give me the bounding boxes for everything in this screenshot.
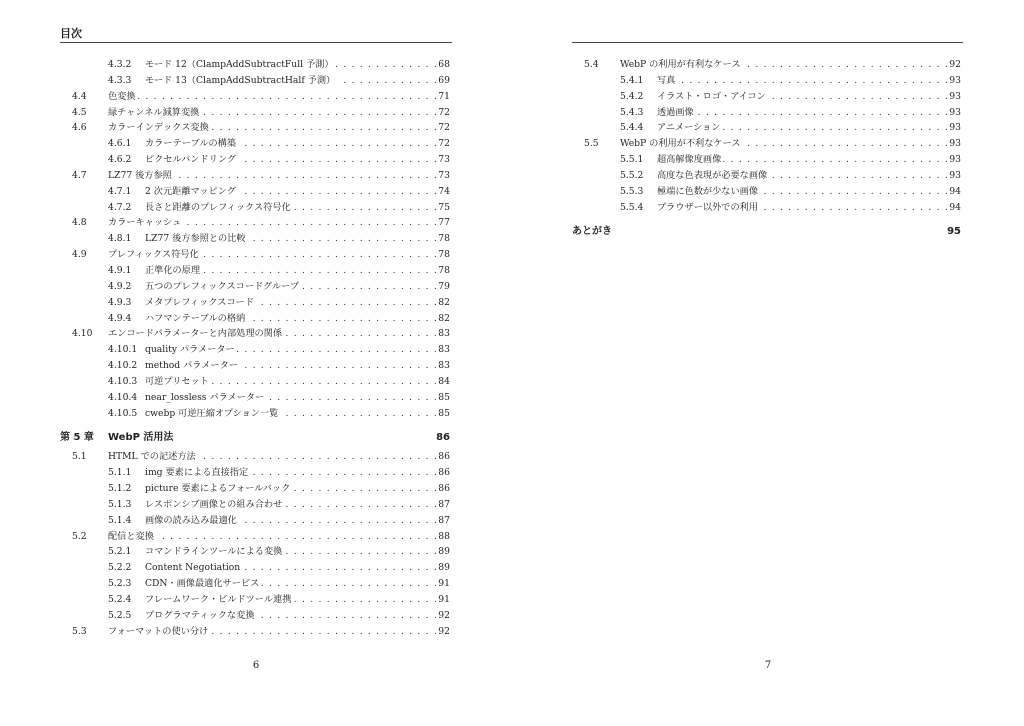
toc-entry-title (145, 390, 438, 406)
toc-entry-title-text: 写真 (657, 74, 676, 86)
toc-entry[interactable] (572, 152, 963, 168)
toc-entry-page: 73 (438, 154, 450, 166)
toc-entry-number: 5.1.1 (108, 467, 132, 479)
toc-entry-title-text: method パラメーター (145, 360, 238, 372)
toc-entry-number: 5.2.2 (108, 562, 132, 574)
toc-entry[interactable] (60, 390, 452, 406)
toc-entry[interactable] (60, 544, 452, 560)
toc-entry-title (145, 57, 438, 73)
toc-entry-title-text: quality パラメーター (145, 344, 235, 356)
toc-entry-title-text: 色変換 (108, 90, 136, 102)
toc-entry-title-text: 可逆プリセット (145, 375, 209, 387)
toc-entry-title (145, 73, 438, 89)
toc-entry-title (145, 544, 438, 560)
toc-entry-number: 4.6.1 (108, 138, 132, 150)
toc-entry-title (145, 592, 438, 608)
toc-entry[interactable] (60, 200, 452, 216)
toc-entry-number: 5.2 (72, 530, 87, 542)
toc-entry-page: 88 (438, 530, 450, 542)
page-header (60, 28, 452, 43)
toc-entry-title-text: レスポンシブ画像との組み合わせ (145, 498, 283, 510)
toc-entry-number: 5.4.2 (620, 90, 644, 102)
toc-entry-page: 84 (438, 375, 450, 387)
toc-entry[interactable] (572, 73, 963, 89)
right-page (512, 0, 1024, 726)
toc-entry-number: 4.6 (72, 122, 87, 134)
toc-entry-title-text: 緑チャンネル減算変換 (108, 106, 200, 118)
toc-entry-title-text: 高度な色表現が必要な画像 (657, 169, 768, 181)
toc-entry-page: 78 (438, 233, 450, 245)
toc-entry[interactable] (60, 358, 452, 374)
toc-entry-number: 5.4 (584, 59, 599, 70)
toc-entry[interactable] (572, 136, 963, 152)
toc-entry-page: 94 (949, 201, 961, 213)
toc-entry-page: 92 (438, 609, 450, 621)
toc-entry-page: 83 (438, 328, 450, 340)
toc-entry-number: 4.10.2 (108, 360, 138, 372)
toc-entry-title-text: 極端に色数が少ない画像 (657, 185, 759, 197)
toc-entry-number: 5.5.4 (620, 201, 644, 213)
page-number: 7 (764, 660, 772, 671)
toc-entry-title (145, 608, 438, 624)
toc-entry-title (657, 200, 949, 216)
toc-entry[interactable] (60, 295, 452, 311)
toc-entry[interactable] (572, 89, 963, 105)
toc-entry-page: 93 (949, 154, 961, 166)
toc-entry-title-text: モード 12（ClampAddSubtractFull 予測） (145, 59, 334, 70)
toc-entry-page: 95 (947, 226, 961, 238)
toc-entry-title-text: エンコードパラメーターと内部処理の関係 (108, 328, 283, 340)
toc-entry-title (108, 120, 438, 136)
toc-entry-title-text: ピクセルバンドリング (145, 154, 237, 166)
toc-entry-number: 5.5.2 (620, 169, 644, 181)
toc-entry[interactable] (60, 374, 452, 390)
toc-entry[interactable] (60, 608, 452, 624)
toc-entry[interactable] (60, 168, 452, 184)
toc-entry[interactable] (60, 73, 452, 89)
toc-entry-title-text: アニメーション (657, 122, 721, 134)
toc-entry-title (657, 184, 949, 200)
toc-entry[interactable] (572, 168, 963, 184)
toc-entry-title (145, 200, 438, 216)
toc-entry-title-text: CDN・画像最適化サービス (145, 578, 260, 590)
toc-entry[interactable] (60, 215, 452, 231)
toc-entry-title (108, 449, 438, 465)
toc-entry-title (145, 560, 438, 576)
toc-entry[interactable] (572, 184, 963, 200)
toc-entry-number: 4.7.1 (108, 185, 132, 197)
toc-entry[interactable] (60, 57, 452, 73)
toc-entry-page: 89 (438, 562, 450, 574)
toc-entry-title-text: カラーキャッシュ (108, 217, 182, 229)
toc-entry[interactable] (60, 465, 452, 481)
toc-entry-title-text: Content Negotiation (145, 562, 241, 574)
toc-entry-number: 4.6.2 (108, 154, 132, 166)
toc-entry-number: 5.1 (72, 451, 87, 463)
toc-entry-page: 69 (438, 74, 450, 86)
toc-entry-title (657, 168, 949, 184)
toc-entry-title (145, 406, 438, 422)
toc-entry-page: 85 (438, 391, 450, 403)
toc-list (60, 57, 452, 640)
toc-entry[interactable] (572, 57, 963, 73)
toc-entry-title (108, 326, 438, 342)
toc-entry-number: 4.8 (72, 217, 87, 229)
toc-entry-number: 4.3.2 (108, 59, 132, 70)
toc-entry-title (657, 120, 949, 136)
toc-entry-page: 83 (438, 360, 450, 372)
toc-entry-number: 第 5 章 (60, 432, 94, 444)
toc-entry-title (145, 481, 438, 497)
toc-entry-title-text: コマンドラインツールによる変換 (145, 546, 283, 558)
toc-entry[interactable] (572, 200, 963, 216)
toc-entry-page: 85 (438, 407, 450, 419)
toc-entry-title (145, 497, 438, 513)
toc-entry-title (145, 263, 438, 279)
toc-entry-number: 4.4 (72, 90, 87, 102)
toc-entry-page: 94 (949, 185, 961, 197)
page-number: 6 (252, 660, 260, 671)
toc-entry-number: 4.9 (72, 249, 87, 261)
toc-entry-page: 93 (949, 74, 961, 86)
toc-entry-title (108, 215, 438, 231)
toc-entry[interactable] (60, 449, 452, 465)
toc-entry-page: 86 (436, 432, 450, 444)
toc-entry-title-text: LZ77 後方参照との比較 (145, 233, 246, 245)
toc-entry-title-text: あとがき (572, 226, 612, 238)
toc-entry[interactable] (60, 592, 452, 608)
toc-entry-title-text: ハフマンテーブルの格納 (145, 312, 246, 324)
toc-entry-page: 87 (438, 514, 450, 526)
toc-entry-title (108, 89, 438, 105)
toc-entry-title-text: モード 13（ClampAddSubtractHalf 予測） (145, 74, 336, 86)
toc-entry[interactable] (572, 120, 963, 136)
toc-entry-number: 4.3.3 (108, 74, 132, 86)
toc-entry-title-text: 長さと距離のプレフィックス符号化 (145, 201, 291, 213)
toc-entry-number: 4.10.5 (108, 407, 138, 419)
toc-entry-page: 86 (438, 467, 450, 479)
toc-entry-number: 4.10 (72, 328, 93, 340)
toc-entry[interactable] (60, 560, 452, 576)
toc-entry-title (657, 73, 949, 89)
toc-entry[interactable] (60, 326, 452, 342)
toc-entry[interactable] (60, 406, 452, 422)
toc-entry-page: 93 (949, 138, 961, 150)
toc-entry-title (145, 513, 438, 529)
toc-entry-page: 77 (438, 217, 450, 229)
toc-entry-title-text: HTML での記述方法 (108, 451, 196, 463)
toc-entry-number: 4.5 (72, 106, 87, 118)
toc-entry-page: 93 (949, 90, 961, 102)
toc-entry-number: 4.9.4 (108, 312, 132, 324)
toc-entry[interactable] (60, 311, 452, 327)
toc-entry-page: 73 (438, 169, 450, 181)
toc-entry[interactable] (60, 263, 452, 279)
toc-entry-title (145, 152, 438, 168)
toc-entry[interactable] (60, 497, 452, 513)
toc-entry-title (108, 247, 438, 263)
toc-entry-title-text: カラーテーブルの構築 (145, 138, 237, 150)
toc-entry[interactable] (572, 223, 963, 241)
toc-entry-title (108, 168, 438, 184)
toc-entry-page: 72 (438, 122, 450, 134)
toc-entry-page: 86 (438, 451, 450, 463)
toc-entry-page: 91 (438, 594, 450, 605)
toc-entry-number: 4.10.3 (108, 375, 138, 387)
toc-entry-title-text: LZ77 後方参照 (108, 169, 172, 181)
toc-entry-page: 82 (438, 312, 450, 324)
toc-entry-page: 74 (438, 185, 450, 197)
toc-entry-title-text: ブラウザー以外での利用 (657, 201, 759, 213)
toc-entry-title (657, 89, 949, 105)
toc-entry-page: 83 (438, 344, 450, 356)
toc-entry-page: 92 (438, 625, 450, 637)
toc-entry-page: 87 (438, 498, 450, 510)
toc-entry-page: 72 (438, 106, 450, 118)
toc-entry-number: 4.9.3 (108, 296, 132, 308)
toc-entry[interactable] (60, 152, 452, 168)
toc-entry-number: 5.1.4 (108, 514, 132, 526)
toc-entry-title (145, 576, 438, 592)
toc-entry-title (657, 152, 949, 168)
toc-entry-title-text: フレームワーク・ビルドツール連携 (145, 594, 292, 605)
toc-entry-number: 4.10.4 (108, 391, 138, 403)
toc-entry-title-text: 2 次元距離マッピング (145, 185, 236, 197)
toc-entry-page: 78 (438, 264, 450, 276)
toc-entry-number: 5.5 (584, 138, 599, 150)
toc-entry-title-text: picture 要素によるフォールバック (145, 483, 291, 495)
header-title: 目次 (60, 27, 82, 40)
toc-entry[interactable] (60, 529, 452, 545)
toc-entry-title (145, 358, 438, 374)
toc-entry-page: 92 (949, 59, 961, 70)
toc-entry-title (145, 136, 438, 152)
toc-entry-page: 89 (438, 546, 450, 558)
toc-entry[interactable] (60, 427, 452, 449)
toc-entry-number: 5.4.1 (620, 74, 644, 86)
toc-entry-page: 68 (438, 59, 450, 70)
toc-entry[interactable] (60, 105, 452, 121)
toc-entry-number: 5.1.3 (108, 498, 132, 510)
toc-entry-number: 5.4.4 (620, 122, 644, 134)
toc-entry-number: 4.9.2 (108, 280, 132, 292)
toc-entry-number: 4.9.1 (108, 264, 132, 276)
toc-entry-title-text: プレフィックス符号化 (108, 249, 199, 261)
toc-entry-page: 71 (438, 90, 450, 102)
toc-entry[interactable] (60, 247, 452, 263)
toc-entry-title (108, 624, 438, 640)
toc-entry-title (572, 223, 949, 241)
toc-entry-title (108, 427, 438, 449)
toc-entry[interactable] (60, 231, 452, 247)
toc-entry-number: 4.10.1 (108, 344, 138, 356)
toc-entry-title-text: フォーマットの使い分け (108, 625, 209, 637)
toc-entry-number: 5.1.2 (108, 483, 132, 495)
toc-entry-title-text: 五つのプレフィックスコードグループ (145, 280, 300, 292)
toc-entry-page: 72 (438, 138, 450, 150)
toc-entry-title (620, 57, 949, 73)
toc-entry-title-text: WebP の利用が有利なケース (620, 59, 741, 70)
toc-entry-number: 5.2.5 (108, 609, 132, 621)
toc-entry[interactable] (60, 184, 452, 200)
toc-entry[interactable] (60, 481, 452, 497)
toc-entry[interactable] (60, 513, 452, 529)
toc-entry-title (145, 311, 438, 327)
toc-entry-title (145, 231, 438, 247)
toc-entry-number: 5.5.1 (620, 154, 644, 166)
toc-entry-number: 5.4.3 (620, 106, 644, 118)
toc-entry-page: 75 (438, 201, 450, 213)
toc-entry-title-text: 透過画像 (657, 106, 694, 118)
toc-entry-title-text: WebP 活用法 (108, 432, 174, 444)
toc-entry-page: 93 (949, 106, 961, 118)
toc-entry[interactable] (60, 89, 452, 105)
toc-entry-number: 5.2.1 (108, 546, 132, 558)
toc-entry[interactable] (572, 105, 963, 121)
toc-entry[interactable] (60, 342, 452, 358)
page-header (572, 28, 963, 43)
toc-entry-title (145, 184, 438, 200)
toc-entry-number: 4.7 (72, 169, 87, 181)
toc-entry-page: 82 (438, 296, 450, 308)
toc-entry-page: 79 (438, 280, 450, 292)
toc-entry-title-text: 画像の読み込み最適化 (145, 514, 237, 526)
toc-entry-number: 4.8.1 (108, 233, 132, 245)
toc-entry-title (145, 465, 438, 481)
toc-entry-title-text: img 要素による直接指定 (145, 467, 249, 479)
toc-entry-page: 91 (438, 578, 450, 590)
toc-entry-number: 5.5.3 (620, 185, 644, 197)
toc-entry-title-text: cwebp 可逆圧縮オプション一覧 (145, 407, 279, 419)
toc-entry-title-text: near_lossless パラメーター (145, 391, 265, 403)
toc-entry-title (145, 279, 438, 295)
toc-entry-title (145, 295, 438, 311)
toc-entry[interactable] (60, 624, 452, 640)
toc-entry-title-text: WebP の利用が不利なケース (620, 138, 741, 150)
toc-entry-page: 86 (438, 483, 450, 495)
toc-entry-title (108, 529, 438, 545)
toc-entry-number: 5.2.4 (108, 594, 132, 605)
toc-entry-title-text: カラーインデックス変換 (108, 122, 209, 134)
toc-entry[interactable] (60, 576, 452, 592)
toc-entry-number: 4.7.2 (108, 201, 132, 213)
toc-entry-title-text: 超高解像度画像 (657, 154, 722, 166)
toc-entry[interactable] (60, 279, 452, 295)
toc-entry[interactable] (60, 120, 452, 136)
toc-entry-title (657, 105, 949, 121)
toc-entry-title-text: イラスト・ロゴ・アイコン (657, 90, 766, 102)
toc-list (572, 57, 963, 241)
toc-entry[interactable] (60, 136, 452, 152)
toc-entry-number: 5.3 (72, 625, 87, 637)
toc-entry-title (145, 374, 438, 390)
toc-entry-title-text: 正準化の原理 (145, 264, 201, 276)
toc-entry-title-text: メタプレフィックスコード (145, 296, 255, 308)
toc-entry-number: 5.2.3 (108, 578, 132, 590)
toc-entry-title (145, 342, 438, 358)
toc-entry-title-text: 配信と変換 (108, 530, 154, 542)
toc-entry-page: 78 (438, 249, 450, 261)
toc-entry-title (620, 136, 949, 152)
toc-entry-page: 93 (949, 122, 961, 134)
toc-entry-page: 93 (949, 169, 961, 181)
toc-entry-title-text: プログラマティックな変換 (145, 609, 255, 621)
toc-entry-title (108, 105, 438, 121)
